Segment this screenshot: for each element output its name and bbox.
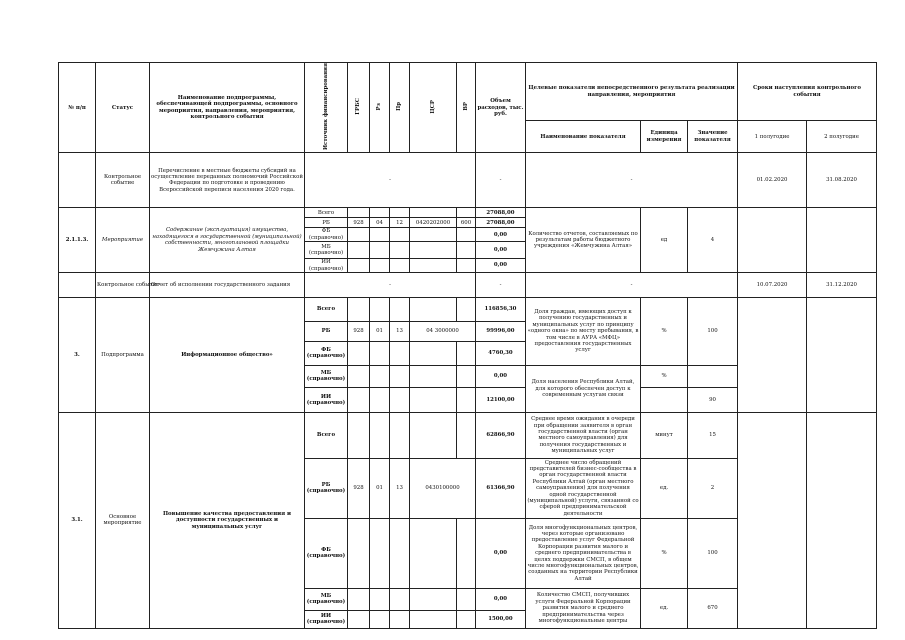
row-num: 3. [59, 297, 96, 412]
indicator-cell: Количество СМСП, получивших услуги Федеральной Корпорации развития малого и среднего предпринимательства через многофункциональные центры [526, 588, 641, 628]
row-name: Перечисление в местные бюджеты субсидий на осуществление переданных полномочий Российской Федерации по подготовке и проведению Всероссийской переписи населения 2020 года. [150, 153, 305, 208]
deadline-half2: 31.08.2020 [807, 153, 877, 208]
dash-cell: - [476, 272, 526, 297]
dash-cell: - [526, 272, 738, 297]
source-cell: Всего [305, 297, 348, 321]
pr-cell: 13 [390, 458, 410, 518]
volume-cell: 0,00 [476, 228, 526, 242]
unit-cell: минут [641, 412, 688, 458]
col-targets-header: Целевые показатели непосредственного результата реализации направления, мероприятия [526, 63, 738, 121]
csr-cell: 0420202000 [410, 218, 457, 228]
source-cell: РБ [305, 321, 348, 341]
volume-cell: 1500,00 [476, 610, 526, 628]
volume-cell: 4760,30 [476, 341, 526, 365]
row-name: Информационное общество» [150, 297, 305, 412]
unit-header: Единица измерения [641, 121, 688, 153]
value-cell: 15 [688, 412, 738, 458]
value-cell: 670 [688, 588, 738, 628]
value-header: Значение показателя [688, 121, 738, 153]
rz-cell: 01 [370, 458, 390, 518]
value-cell: 90 [688, 387, 738, 412]
row-status: Подпрограмма [96, 297, 150, 412]
source-cell: ФБ (справочно) [305, 228, 348, 242]
source-cell: МБ (справочно) [305, 588, 348, 610]
dash-cell: - [526, 153, 738, 208]
table-row [59, 297, 877, 321]
col-grbs-header: ГРБС [348, 63, 370, 153]
col-pr-header: Пр [390, 63, 410, 153]
volume-cell: 27088,00 [476, 218, 526, 228]
source-cell: МБ (справочно) [305, 242, 348, 259]
row-name: Содержание (эксплуатация) имущества, находящегося в государственной (муниципальной) собственности, многоплановой площадки Жемчужина Алтая [150, 208, 305, 273]
grbs-cell: 928 [348, 458, 370, 518]
volume-cell: 99996,00 [476, 321, 526, 341]
unit-cell: ед. [641, 458, 688, 518]
source-cell: МБ (справочно) [305, 365, 348, 387]
deadline-half1: 10.07.2020 [738, 272, 807, 297]
volume-cell: 0,00 [476, 259, 526, 273]
indicator-cell: Среднее время ожидания в очереди при обращении заявителя в орган государственной власти (орган местного самоуправления) для получения государственных и муниципальных услуг [526, 412, 641, 458]
indicator-cell: Количество отчетов, составляемых по результатам работы бюджетного учреждения «Жемчужина Алтая» [526, 208, 641, 273]
plan-table [58, 62, 877, 629]
source-cell: ФБ (справочно) [305, 341, 348, 365]
unit-cell: ед. [641, 588, 688, 628]
indicator-cell: Доля граждан, имеющих доступ к получению государственных и муниципальных услуг по принципу «одного окна» по месту пребывания, в том числе в АУРА «МФЦ» предоставления государственных услуг [526, 297, 641, 365]
col-rz-header: Рз [370, 63, 390, 153]
header-row-1 [59, 63, 877, 121]
indicator-name-header: Наименование показателя [526, 121, 641, 153]
col-csr-header: ЦСР [410, 63, 457, 153]
pr-cell: 12 [390, 218, 410, 228]
csr-cell: 04 3000000 [410, 321, 476, 341]
volume-cell: 0,00 [476, 242, 526, 259]
source-cell: ИИ (справочно) [305, 259, 348, 273]
volume-cell: 0,00 [476, 365, 526, 387]
volume-cell: 27088,00 [476, 208, 526, 218]
col-vr-header: ВР [457, 63, 476, 153]
vr-cell: 600 [457, 218, 476, 228]
source-cell: РБ [305, 218, 348, 228]
source-cell: ИИ (справочно) [305, 387, 348, 412]
source-cell: Всего [305, 208, 348, 218]
col-num-header: № п/п [59, 63, 96, 153]
table-row [59, 272, 877, 297]
volume-cell: 116856,30 [476, 297, 526, 321]
volume-cell: 0,00 [476, 588, 526, 610]
pr-cell: 13 [390, 321, 410, 341]
source-cell: ИИ (справочно) [305, 610, 348, 628]
dash-cell: - [305, 153, 476, 208]
deadline-half1: 01.02.2020 [738, 153, 807, 208]
volume-cell: 62866,90 [476, 412, 526, 458]
unit-cell: % [641, 365, 688, 387]
col-source-header: Источник финансирования [305, 63, 348, 153]
csr-cell: 0430100000 [410, 458, 476, 518]
col-name-header: Наименование подпрограммы, обеспечивающей подпрограммы, основного мероприятия, направления, мероприятия, контрольного события [150, 63, 305, 153]
unit-cell: % [641, 297, 688, 365]
half2-header: 2 полугодие [807, 121, 877, 153]
table-row [59, 208, 877, 218]
table-row [59, 153, 877, 208]
volume-cell: 61366,90 [476, 458, 526, 518]
rz-cell: 01 [370, 321, 390, 341]
row-status: Основное мероприятие [96, 412, 150, 628]
row-name: Повышение качества предоставления и доступности государственных и муниципальных услуг [150, 412, 305, 628]
dash-cell: - [305, 272, 476, 297]
source-cell: ФБ (справочно) [305, 518, 348, 588]
row-status: Контрольное событие [96, 272, 150, 297]
unit-cell: ед [641, 208, 688, 273]
unit-cell: % [641, 518, 688, 588]
row-status: Контрольное событие [96, 153, 150, 208]
volume-cell: 0,00 [476, 518, 526, 588]
indicator-cell: Доля многофункциональных центров, через которые организовано предоставление услуг Федеральной Корпорации развития малого и среднего предпринимательства в целях поддержки СМСП, в общем числе многофункциональных центров, созданных на территории Республики Алтай [526, 518, 641, 588]
value-cell: 4 [688, 208, 738, 273]
value-cell: 2 [688, 458, 738, 518]
half1-header: 1 полугодие [738, 121, 807, 153]
deadline-half2: 31.12.2020 [807, 272, 877, 297]
row-num: 3.1. [59, 412, 96, 628]
col-status-header: Статус [96, 63, 150, 153]
value-cell: 100 [688, 297, 738, 365]
indicator-cell: Доля населения Республики Алтай, для которого обеспечен доступ к современным услугам связи [526, 365, 641, 412]
grbs-cell: 928 [348, 321, 370, 341]
source-cell: Всего [305, 412, 348, 458]
table-row [59, 412, 877, 458]
col-volume-header: Объем расходов, тыс. руб. [476, 63, 526, 153]
volume-cell: 12100,00 [476, 387, 526, 412]
row-status: Мероприятие [96, 208, 150, 273]
value-cell: 100 [688, 518, 738, 588]
row-num: 2.1.1.3. [59, 208, 96, 273]
col-deadlines-header: Сроки наступления контрольного события [738, 63, 877, 121]
grbs-cell: 928 [348, 218, 370, 228]
source-cell: РБ (справочно) [305, 458, 348, 518]
indicator-cell: Среднее число обращений представителей бизнес-сообщества в орган государственной власти Республики Алтай (орган местного самоуправления) для получения одной государственной (муниципальной) услуги, связанной со сферой предпринимательской деятельности [527, 459, 639, 517]
rz-cell: 04 [370, 218, 390, 228]
row-name: Отчет об исполнении государственного задания [150, 272, 305, 297]
dash-cell: - [476, 153, 526, 208]
